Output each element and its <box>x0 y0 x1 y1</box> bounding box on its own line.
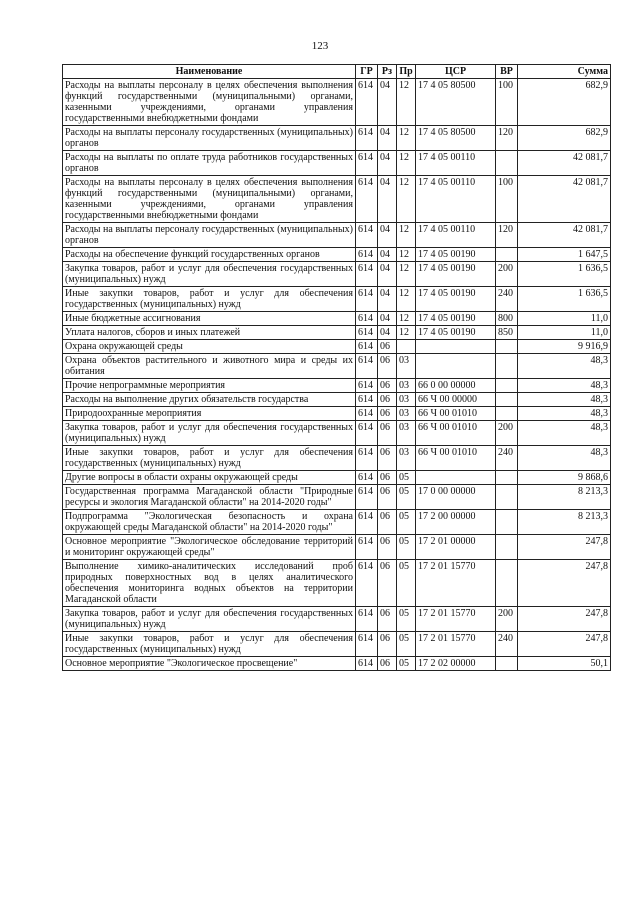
table-row <box>63 176 611 223</box>
cell-gr: 614 <box>356 535 378 560</box>
cell-sum: 682,9 <box>518 126 611 151</box>
cell-rz: 06 <box>378 471 397 485</box>
cell-csr: 17 0 00 00000 <box>416 485 496 510</box>
cell-rz: 04 <box>378 79 397 126</box>
cell-csr: 17 2 01 15770 <box>416 560 496 607</box>
cell-pr: 05 <box>397 607 416 632</box>
cell-rz: 06 <box>378 340 397 354</box>
cell-pr: 12 <box>397 176 416 223</box>
cell-rz: 06 <box>378 535 397 560</box>
cell-rz: 06 <box>378 632 397 657</box>
cell-gr: 614 <box>356 223 378 248</box>
cell-csr: 17 4 05 00190 <box>416 287 496 312</box>
table-row <box>63 379 611 393</box>
cell-gr: 614 <box>356 340 378 354</box>
cell-pr: 03 <box>397 407 416 421</box>
cell-pr: 05 <box>397 560 416 607</box>
cell-pr <box>397 340 416 354</box>
cell-csr: 17 4 05 00190 <box>416 248 496 262</box>
cell-name: Закупка товаров, работ и услуг для обеспечения государственных (муниципальных) нужд <box>63 262 356 287</box>
cell-rz: 06 <box>378 657 397 671</box>
cell-gr: 614 <box>356 354 378 379</box>
cell-vr: 240 <box>496 632 518 657</box>
cell-csr: 17 4 05 00190 <box>416 326 496 340</box>
cell-sum: 247,8 <box>518 560 611 607</box>
cell-rz: 04 <box>378 126 397 151</box>
cell-csr: 66 Ч 00 01010 <box>416 446 496 471</box>
cell-vr <box>496 471 518 485</box>
table-row <box>63 657 611 671</box>
table-row <box>63 607 611 632</box>
cell-gr: 614 <box>356 407 378 421</box>
cell-name: Иные закупки товаров, работ и услуг для обеспечения государственных (муниципальных) нужд <box>63 632 356 657</box>
table-body <box>63 79 611 671</box>
cell-csr: 66 0 00 00000 <box>416 379 496 393</box>
cell-csr: 17 2 01 15770 <box>416 607 496 632</box>
table-row <box>63 446 611 471</box>
header-csr: ЦСР <box>416 65 496 79</box>
cell-gr: 614 <box>356 471 378 485</box>
header-pr: Пр <box>397 65 416 79</box>
cell-rz: 06 <box>378 421 397 446</box>
cell-rz: 04 <box>378 176 397 223</box>
cell-sum: 1 647,5 <box>518 248 611 262</box>
header-sum: Сумма <box>518 65 611 79</box>
cell-csr <box>416 354 496 379</box>
cell-sum: 247,8 <box>518 607 611 632</box>
cell-sum: 48,3 <box>518 407 611 421</box>
cell-name: Охрана окружающей среды <box>63 340 356 354</box>
cell-name: Закупка товаров, работ и услуг для обеспечения государственных (муниципальных) нужд <box>63 607 356 632</box>
cell-sum: 50,1 <box>518 657 611 671</box>
page-number: 123 <box>311 40 329 52</box>
cell-vr: 100 <box>496 79 518 126</box>
table-row <box>63 354 611 379</box>
cell-gr: 614 <box>356 379 378 393</box>
cell-vr: 240 <box>496 287 518 312</box>
cell-rz: 06 <box>378 446 397 471</box>
cell-gr: 614 <box>356 326 378 340</box>
cell-sum: 11,0 <box>518 312 611 326</box>
cell-pr: 12 <box>397 326 416 340</box>
header-name: Наименование <box>63 65 356 79</box>
cell-csr <box>416 340 496 354</box>
cell-pr: 12 <box>397 126 416 151</box>
cell-vr: 200 <box>496 607 518 632</box>
cell-pr: 03 <box>397 446 416 471</box>
cell-sum: 8 213,3 <box>518 510 611 535</box>
cell-name: Государственная программа Магаданской области "Природные ресурсы и экология Магаданской области" на 2014-2020 годы" <box>63 485 356 510</box>
cell-sum: 42 081,7 <box>518 223 611 248</box>
cell-csr: 66 Ч 00 00000 <box>416 393 496 407</box>
cell-vr <box>496 248 518 262</box>
cell-pr: 05 <box>397 657 416 671</box>
cell-rz: 04 <box>378 287 397 312</box>
cell-sum: 247,8 <box>518 535 611 560</box>
cell-vr <box>496 407 518 421</box>
cell-rz: 06 <box>378 560 397 607</box>
table-row <box>63 312 611 326</box>
table-row <box>63 560 611 607</box>
header-rz: Рз <box>378 65 397 79</box>
cell-gr: 614 <box>356 126 378 151</box>
cell-name: Расходы на выплаты по оплате труда работников государственных органов <box>63 151 356 176</box>
cell-pr: 05 <box>397 535 416 560</box>
table-row <box>63 223 611 248</box>
header-vr: ВР <box>496 65 518 79</box>
cell-csr: 17 4 05 00190 <box>416 262 496 287</box>
cell-gr: 614 <box>356 248 378 262</box>
cell-pr: 05 <box>397 485 416 510</box>
cell-vr <box>496 340 518 354</box>
cell-vr: 800 <box>496 312 518 326</box>
cell-name: Иные закупки товаров, работ и услуг для обеспечения государственных (муниципальных) нужд <box>63 287 356 312</box>
cell-gr: 614 <box>356 485 378 510</box>
cell-sum: 8 213,3 <box>518 485 611 510</box>
table-row <box>63 248 611 262</box>
cell-sum: 682,9 <box>518 79 611 126</box>
cell-rz: 04 <box>378 248 397 262</box>
cell-vr <box>496 657 518 671</box>
cell-vr: 200 <box>496 262 518 287</box>
budget-table <box>62 64 611 671</box>
cell-pr: 03 <box>397 354 416 379</box>
table-row <box>63 126 611 151</box>
table-row <box>63 393 611 407</box>
cell-sum: 247,8 <box>518 632 611 657</box>
cell-pr: 03 <box>397 421 416 446</box>
cell-name: Природоохранные мероприятия <box>63 407 356 421</box>
cell-gr: 614 <box>356 262 378 287</box>
cell-name: Расходы на выполнение других обязательств государства <box>63 393 356 407</box>
cell-rz: 06 <box>378 393 397 407</box>
cell-vr: 200 <box>496 421 518 446</box>
cell-pr: 12 <box>397 151 416 176</box>
cell-csr: 17 4 05 00110 <box>416 223 496 248</box>
cell-name: Иные бюджетные ассигнования <box>63 312 356 326</box>
cell-gr: 614 <box>356 151 378 176</box>
cell-gr: 614 <box>356 632 378 657</box>
cell-name: Расходы на выплаты персоналу государственных (муниципальных) органов <box>63 126 356 151</box>
cell-rz: 06 <box>378 485 397 510</box>
table-row <box>63 326 611 340</box>
cell-sum: 42 081,7 <box>518 176 611 223</box>
cell-name: Расходы на выплаты персоналу в целях обеспечения выполнения функций государственными (муниципальными) органами, казенными учреждениями, органами управления государственными внебюджетными фондами <box>63 176 356 223</box>
cell-rz: 04 <box>378 151 397 176</box>
cell-gr: 614 <box>356 446 378 471</box>
table-row <box>63 421 611 446</box>
cell-sum: 1 636,5 <box>518 262 611 287</box>
table-row <box>63 262 611 287</box>
cell-name: Прочие непрограммные мероприятия <box>63 379 356 393</box>
cell-csr: 17 2 01 15770 <box>416 632 496 657</box>
cell-rz: 04 <box>378 326 397 340</box>
cell-csr: 17 2 00 00000 <box>416 510 496 535</box>
cell-sum: 48,3 <box>518 379 611 393</box>
cell-name: Расходы на выплаты персоналу государственных (муниципальных) органов <box>63 223 356 248</box>
cell-sum: 1 636,5 <box>518 287 611 312</box>
table-row <box>63 287 611 312</box>
cell-vr <box>496 560 518 607</box>
cell-pr: 12 <box>397 262 416 287</box>
cell-rz: 04 <box>378 312 397 326</box>
cell-csr <box>416 471 496 485</box>
cell-name: Расходы на выплаты персоналу в целях обеспечения выполнения функций государственными (муниципальными) органами, казенными учреждениями, органами управления государственными внебюджетными фондами <box>63 79 356 126</box>
cell-csr: 17 4 05 80500 <box>416 79 496 126</box>
cell-rz: 06 <box>378 407 397 421</box>
cell-sum: 48,3 <box>518 421 611 446</box>
cell-sum: 48,3 <box>518 354 611 379</box>
cell-gr: 614 <box>356 393 378 407</box>
cell-vr: 120 <box>496 223 518 248</box>
cell-rz: 06 <box>378 510 397 535</box>
cell-pr: 12 <box>397 79 416 126</box>
cell-pr: 12 <box>397 223 416 248</box>
table-row <box>63 535 611 560</box>
header-gr: ГР <box>356 65 378 79</box>
cell-sum: 11,0 <box>518 326 611 340</box>
table-row <box>63 407 611 421</box>
cell-csr: 66 Ч 00 01010 <box>416 421 496 446</box>
cell-sum: 9 916,9 <box>518 340 611 354</box>
cell-name: Расходы на обеспечение функций государственных органов <box>63 248 356 262</box>
cell-gr: 614 <box>356 312 378 326</box>
cell-name: Закупка товаров, работ и услуг для обеспечения государственных (муниципальных) нужд <box>63 421 356 446</box>
cell-gr: 614 <box>356 510 378 535</box>
cell-csr: 17 4 05 00110 <box>416 151 496 176</box>
table-row <box>63 471 611 485</box>
table-header-row <box>63 65 611 79</box>
cell-name: Основное мероприятие "Экологическое просвещение" <box>63 657 356 671</box>
cell-rz: 06 <box>378 354 397 379</box>
table-row <box>63 632 611 657</box>
cell-name: Иные закупки товаров, работ и услуг для обеспечения государственных (муниципальных) нужд <box>63 446 356 471</box>
cell-name: Выполнение химико-аналитических исследований проб природных поверхностных вод в целях аналитического обеспечения мониторинга водных объектов на территории Магаданской области <box>63 560 356 607</box>
cell-gr: 614 <box>356 176 378 223</box>
cell-pr: 12 <box>397 287 416 312</box>
cell-pr: 05 <box>397 510 416 535</box>
cell-csr: 17 2 01 00000 <box>416 535 496 560</box>
cell-name: Уплата налогов, сборов и иных платежей <box>63 326 356 340</box>
cell-name: Охрана объектов растительного и животного мира и среды их обитания <box>63 354 356 379</box>
cell-rz: 06 <box>378 607 397 632</box>
cell-rz: 06 <box>378 379 397 393</box>
cell-vr: 120 <box>496 126 518 151</box>
cell-vr <box>496 485 518 510</box>
cell-csr: 17 4 05 80500 <box>416 126 496 151</box>
cell-pr: 12 <box>397 248 416 262</box>
cell-rz: 04 <box>378 223 397 248</box>
cell-vr <box>496 151 518 176</box>
cell-pr: 12 <box>397 312 416 326</box>
cell-sum: 48,3 <box>518 446 611 471</box>
table-row <box>63 485 611 510</box>
cell-gr: 614 <box>356 287 378 312</box>
cell-name: Подпрограмма "Экологическая безопасность и охрана окружающей среды Магаданской области" на 2014-2020 годы" <box>63 510 356 535</box>
cell-vr <box>496 379 518 393</box>
cell-gr: 614 <box>356 657 378 671</box>
table-row <box>63 340 611 354</box>
cell-vr <box>496 393 518 407</box>
cell-csr: 17 2 02 00000 <box>416 657 496 671</box>
cell-pr: 05 <box>397 632 416 657</box>
cell-name: Основное мероприятие "Экологическое обследование территорий и мониторинг окружающей среды" <box>63 535 356 560</box>
cell-gr: 614 <box>356 421 378 446</box>
cell-pr: 03 <box>397 393 416 407</box>
cell-vr: 240 <box>496 446 518 471</box>
cell-csr: 66 Ч 00 01010 <box>416 407 496 421</box>
table-row <box>63 510 611 535</box>
cell-vr <box>496 354 518 379</box>
cell-sum: 48,3 <box>518 393 611 407</box>
cell-vr: 100 <box>496 176 518 223</box>
cell-name: Другие вопросы в области охраны окружающей среды <box>63 471 356 485</box>
cell-csr: 17 4 05 00190 <box>416 312 496 326</box>
cell-rz: 04 <box>378 262 397 287</box>
cell-pr: 05 <box>397 471 416 485</box>
cell-vr <box>496 510 518 535</box>
cell-pr: 03 <box>397 379 416 393</box>
cell-gr: 614 <box>356 607 378 632</box>
cell-vr: 850 <box>496 326 518 340</box>
cell-sum: 42 081,7 <box>518 151 611 176</box>
cell-vr <box>496 535 518 560</box>
table-row <box>63 79 611 126</box>
table-row <box>63 151 611 176</box>
cell-sum: 9 868,6 <box>518 471 611 485</box>
cell-csr: 17 4 05 00110 <box>416 176 496 223</box>
cell-gr: 614 <box>356 79 378 126</box>
cell-gr: 614 <box>356 560 378 607</box>
